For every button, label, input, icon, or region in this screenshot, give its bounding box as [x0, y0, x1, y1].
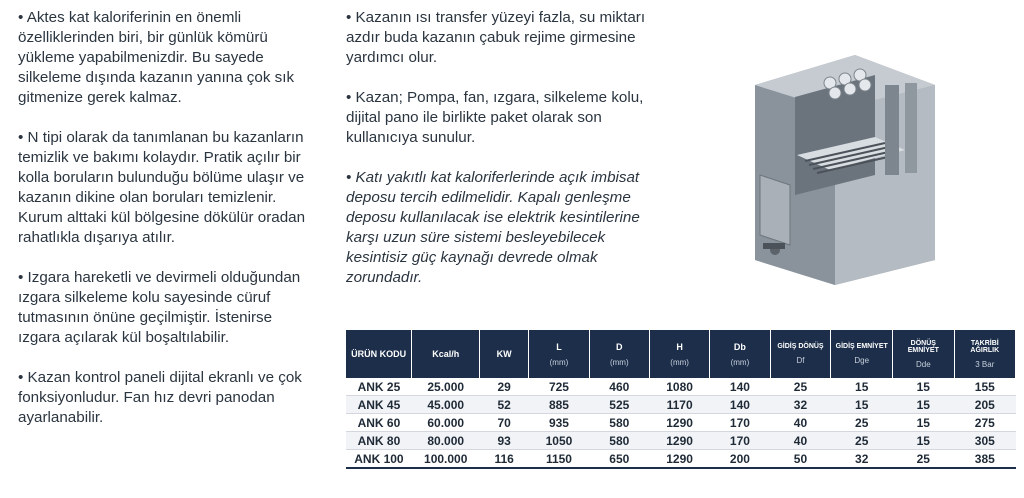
- table-cell: 29: [480, 378, 529, 396]
- table-cell: 580: [589, 414, 649, 432]
- feature-paragraph: • Kazanın ısı transfer yüzeyi fazla, su miktarı azdır buda kazanın çabuk rejime girmesine yardımcı olur.: [346, 9, 646, 66]
- table-cell: 80.000: [412, 432, 480, 450]
- table-cell: 385: [954, 450, 1015, 469]
- table-cell: 580: [589, 432, 649, 450]
- table-row: [346, 414, 1016, 432]
- table-cell: 885: [529, 396, 590, 414]
- table-cell: 1170: [649, 396, 710, 414]
- table-cell: 15: [893, 432, 955, 450]
- header-return-safety: DÖNÜŞ EMNİYET Dde: [893, 330, 955, 378]
- table-cell: 93: [480, 432, 529, 450]
- table-cell: 650: [589, 450, 649, 469]
- table-cell: 275: [954, 414, 1015, 432]
- table-cell: 140: [710, 396, 770, 414]
- table-header-row: [346, 330, 1016, 378]
- table-cell: 25: [831, 414, 893, 432]
- table-row: [346, 378, 1016, 396]
- table-cell: 25: [770, 378, 831, 396]
- table-cell: 170: [710, 414, 770, 432]
- feature-paragraph: • N tipi olarak da tanımlanan bu kazanların temizlik ve bakımı kolaydır. Pratik açılır bir kolla boruların bulunduğu bölüme ulaşır ve kazanın dikine olan boruları temizlenir. Kurum alttaki kül bölgesine dökülür oradan rahatlıkla dışarıya atılır.: [18, 129, 306, 246]
- header-flow-safety: GİDİŞ EMNİYET Dge: [831, 330, 893, 378]
- table-cell: 70: [480, 414, 529, 432]
- table-cell: ANK 25: [346, 378, 412, 396]
- header-length: L (mm): [529, 330, 590, 378]
- header-kcal: Kcal/h: [412, 330, 480, 378]
- table-cell: 40: [770, 432, 831, 450]
- table-cell: 305: [954, 432, 1015, 450]
- header-height: H (mm): [649, 330, 710, 378]
- table-cell: 32: [770, 396, 831, 414]
- table-cell: 1150: [529, 450, 590, 469]
- table-cell: 32: [831, 450, 893, 469]
- expansion-tank-note: • Katı yakıtlı kat kaloriferlerinde açık imbisat deposu tercih edilmelidir. Kapalı genleşme deposu kullanılacak ise elektrik kesintilerine karşı uzun süre sistemi besleyebilecek kesintisiz güç kaynağı devrede olmak zorundadır.: [346, 169, 640, 286]
- table-cell: 116: [480, 450, 529, 469]
- table-cell: 525: [589, 396, 649, 414]
- table-cell: 40: [770, 414, 831, 432]
- table-cell: ANK 60: [346, 414, 412, 432]
- table-cell: 170: [710, 432, 770, 450]
- header-kw: KW: [480, 330, 529, 378]
- table-cell: 1290: [649, 450, 710, 469]
- table-cell: 52: [480, 396, 529, 414]
- table-cell: 15: [893, 396, 955, 414]
- table-cell: 50: [770, 450, 831, 469]
- table-cell: 15: [831, 396, 893, 414]
- feature-paragraph: • Kazan kontrol paneli dijital ekranlı ve çok fonksiyonludur. Fan hız devri panodan ayarlanabilir.: [18, 369, 302, 426]
- feature-paragraph: • Izgara hareketli ve devirmeli olduğundan ızgara silkeleme kolu sayesinde cüruf tutmasının önüne geçilmiştir. İstenirse ızgara açılarak kül boşaltılabilir.: [18, 269, 301, 346]
- table-cell: 935: [529, 414, 590, 432]
- table-cell: 1290: [649, 414, 710, 432]
- table-cell: 725: [529, 378, 590, 396]
- header-product-code: ÜRÜN KODU: [346, 330, 412, 378]
- table-cell: ANK 100: [346, 450, 412, 469]
- table-cell: 15: [893, 378, 955, 396]
- table-cell: 460: [589, 378, 649, 396]
- technical-specs-table: [346, 330, 1016, 469]
- header-db: Db (mm): [710, 330, 770, 378]
- table-row: [346, 396, 1016, 414]
- table-row: [346, 450, 1016, 469]
- table-cell: 140: [710, 378, 770, 396]
- table-cell: 25.000: [412, 378, 480, 396]
- table-cell: 205: [954, 396, 1015, 414]
- table-cell: 1050: [529, 432, 590, 450]
- table-cell: 15: [893, 414, 955, 432]
- table-cell: 200: [710, 450, 770, 469]
- table-cell: 1290: [649, 432, 710, 450]
- table-cell: ANK 80: [346, 432, 412, 450]
- left-text-column: [18, 8, 318, 448]
- table-cell: 45.000: [412, 396, 480, 414]
- table-cell: 60.000: [412, 414, 480, 432]
- table-row: [346, 432, 1016, 450]
- middle-text-column: [346, 8, 656, 308]
- header-flow-return: GİDİŞ DÖNÜŞ Df: [770, 330, 831, 378]
- header-depth: D (mm): [589, 330, 649, 378]
- table-cell: 25: [893, 450, 955, 469]
- table-cell: 15: [831, 378, 893, 396]
- header-weight: TAKRİBİ AĞIRLIK 3 Bar: [954, 330, 1015, 378]
- feature-paragraph: • Kazan; Pompa, fan, ızgara, silkeleme kolu, dijital pano ile birlikte paket olarak son kullanıcıya sunulur.: [346, 89, 644, 146]
- table-cell: ANK 45: [346, 396, 412, 414]
- table-cell: 25: [831, 432, 893, 450]
- table-cell: 1080: [649, 378, 710, 396]
- table-cell: 155: [954, 378, 1015, 396]
- feature-paragraph: • Aktes kat kaloriferinin en önemli özelliklerinden biri, bir günlük kömürü yükleme yapabilmenizdir. Bu sayede silkeleme dışında kazanın yanına çok sık gitmenize gerek kalmaz.: [18, 9, 295, 106]
- boiler-cutaway-illustration: [735, 45, 950, 285]
- table-cell: 100.000: [412, 450, 480, 469]
